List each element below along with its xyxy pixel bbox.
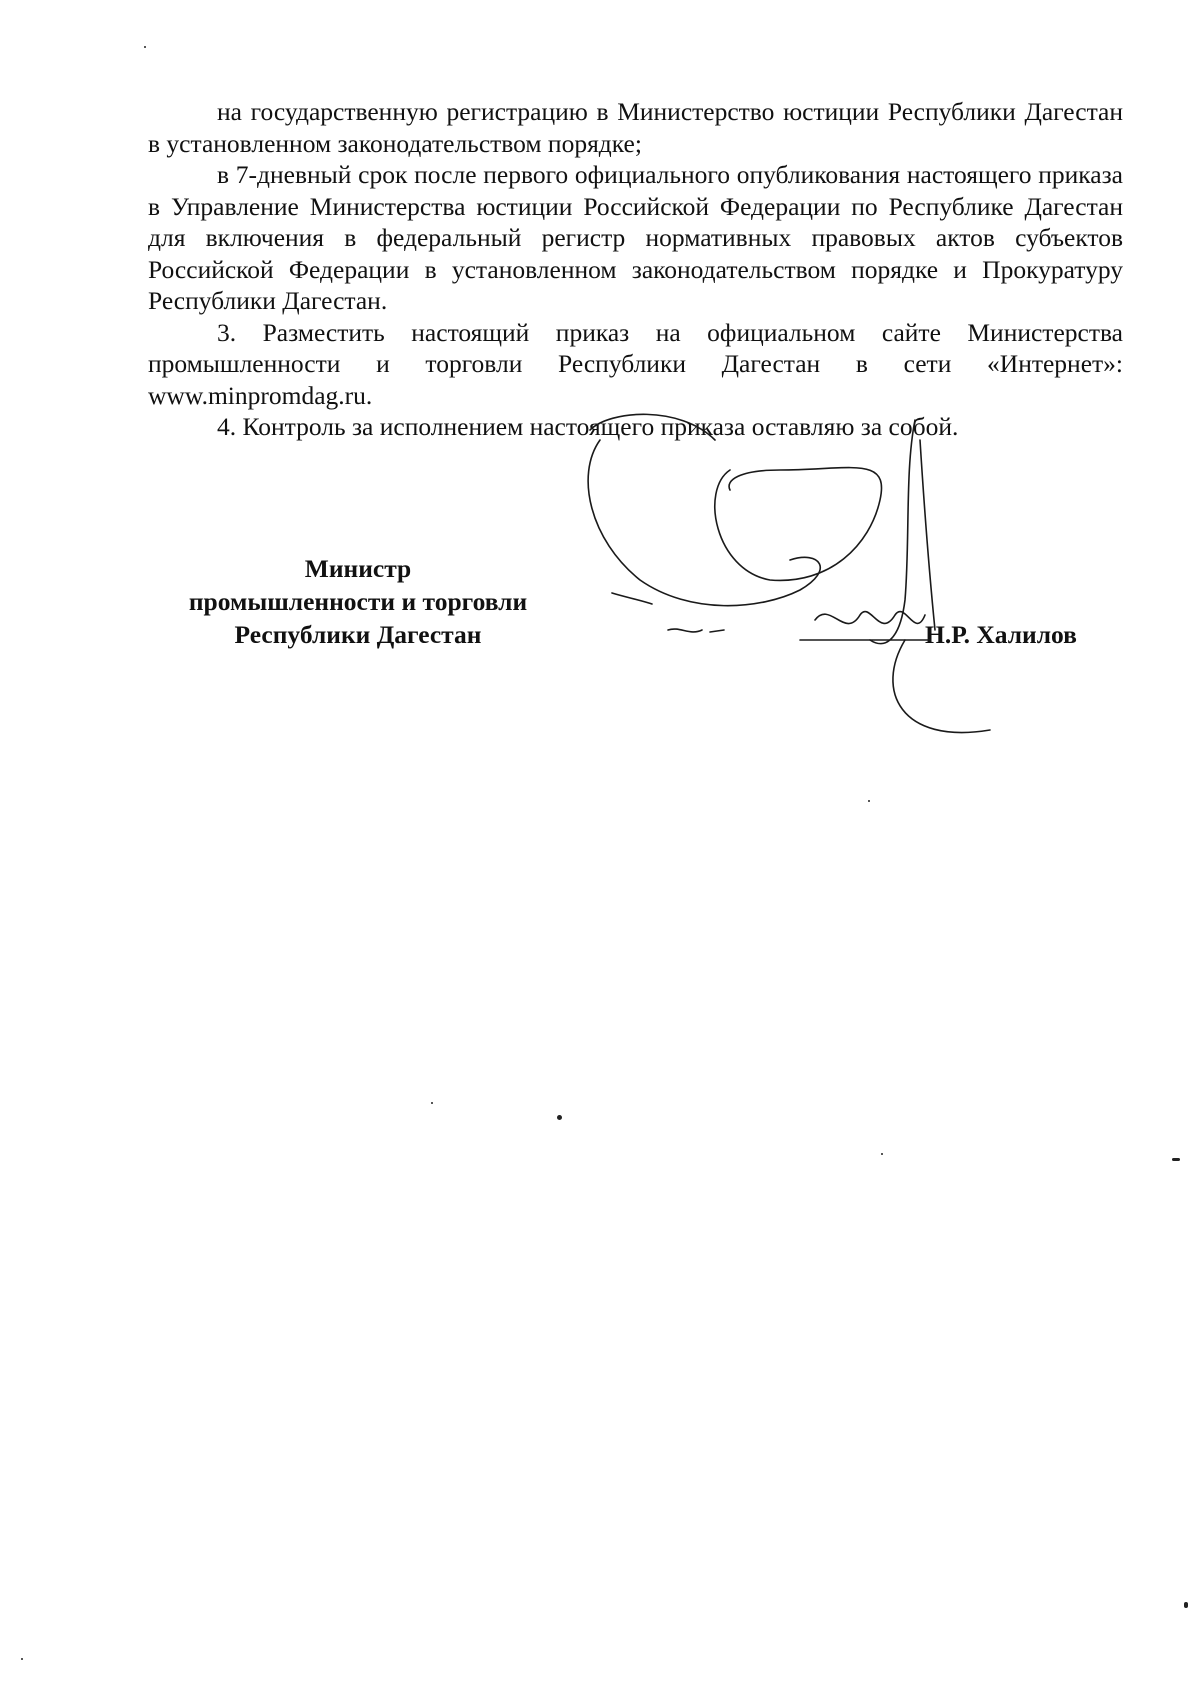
paragraph-point-3: 3. Разместить настоящий приказ на официальном сайте Министерства промышленности и торговли Республики Дагестан в сети «Интернет»: www.minpromdag.ru. [148,317,1123,410]
signer-title-line-3: Республики Дагестан [234,620,482,649]
scan-speck [144,46,146,48]
paragraph-point-4: 4. Контроль за исполнением настоящего приказа оставляю за собой. [217,412,959,441]
paragraph-seven-day-term: в 7-дневный срок после первого официального опубликования настоящего приказа в Управление Министерства юстиции Российской Федерации по Республике Дагестан для включения в федеральный регистр нормативных правовых актов субъектов Российской Федерации в установленном законодательством порядке и Прокуратуру Республики Дагестан. [148,160,1123,315]
signer-title-line-2: промышленности и торговли [188,587,528,616]
scan-speck [868,800,870,802]
signature-block [148,552,568,651]
scan-speck [21,1658,23,1660]
signer-title-line-1: Министр [304,554,412,583]
scan-speck [881,1153,883,1155]
paragraph-registration: на государственную регистрацию в Министерство юстиции Республики Дагестан в установленном законодательством порядке; [148,97,1123,158]
scan-speck [1172,1158,1180,1161]
scan-speck [431,1102,433,1104]
signer-name: Н.Р. Халилов [925,620,1077,649]
scan-speck [1184,1602,1188,1608]
scan-speck [557,1115,562,1120]
document-body [148,96,1123,443]
